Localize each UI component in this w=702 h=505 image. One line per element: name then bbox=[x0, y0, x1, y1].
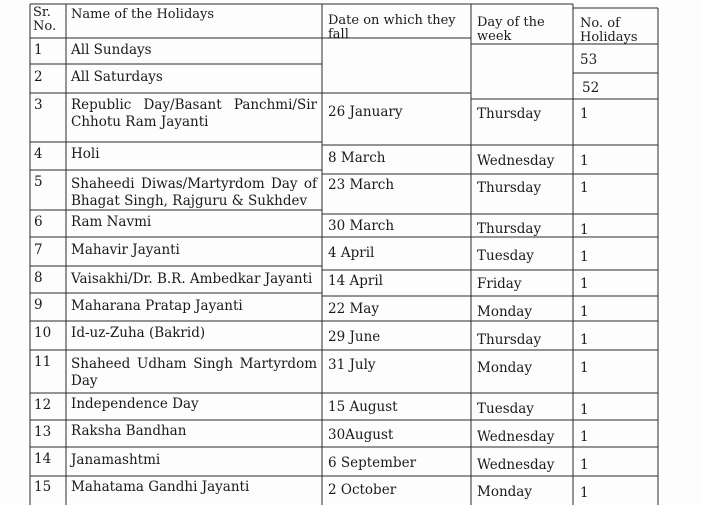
row-day: Thursday bbox=[477, 106, 542, 122]
row-date: 31 July bbox=[328, 357, 376, 373]
row-sr: 7 bbox=[34, 242, 43, 258]
row-sr: 3 bbox=[34, 97, 43, 113]
row-sr: 15 bbox=[34, 479, 52, 495]
header-name: Name of the Holidays bbox=[71, 7, 215, 22]
row-date: 8 March bbox=[328, 150, 386, 166]
row-count: 1 bbox=[580, 180, 589, 196]
row-name: Mahatama Gandhi Jayanti bbox=[71, 479, 250, 495]
row-date: 23 March bbox=[328, 177, 395, 193]
row-count: 1 bbox=[580, 222, 589, 238]
row-day: Thursday bbox=[477, 332, 542, 348]
row-sr: 1 bbox=[34, 42, 43, 58]
row-day: Friday bbox=[477, 276, 522, 292]
row-day: Thursday bbox=[477, 221, 542, 237]
row-count: 1 bbox=[580, 457, 589, 473]
row-date: 2 October bbox=[328, 482, 397, 498]
header-day: Day of the week bbox=[477, 15, 545, 44]
row-date: 30 March bbox=[328, 218, 395, 234]
row-count: 1 bbox=[580, 304, 589, 320]
row-name: Republic Day/Basant Panchmi/Sir Chhotu Ram Jayanti bbox=[71, 97, 317, 130]
row-date: 29 June bbox=[328, 329, 381, 345]
row-sr: 11 bbox=[34, 354, 52, 370]
row-count: 1 bbox=[580, 485, 589, 501]
row-name: Raksha Bandhan bbox=[71, 423, 187, 439]
row-day: Monday bbox=[477, 304, 532, 320]
row-name: All Saturdays bbox=[71, 69, 163, 85]
row-count: 1 bbox=[580, 153, 589, 169]
row-sr: 9 bbox=[34, 297, 43, 313]
row-day: Wednesday bbox=[477, 153, 555, 169]
row-date: 6 September bbox=[328, 455, 417, 471]
row-count: 1 bbox=[580, 249, 589, 265]
row-count: 1 bbox=[580, 332, 589, 348]
row-sr: 10 bbox=[34, 325, 52, 341]
row-day: Tuesday bbox=[477, 248, 534, 264]
row-count: 1 bbox=[580, 276, 589, 292]
row-sr: 8 bbox=[34, 270, 43, 286]
row-name: Holi bbox=[71, 146, 100, 162]
row-name: Shaheed Udham Singh Martyrdom Day bbox=[71, 356, 317, 389]
row-count: 1 bbox=[580, 429, 589, 445]
row-sr: 13 bbox=[34, 424, 52, 440]
row-sr: 5 bbox=[34, 174, 43, 190]
row-name: Maharana Pratap Jayanti bbox=[71, 298, 243, 314]
header-count: No. of Holidays bbox=[580, 16, 638, 45]
row-count: 1 bbox=[580, 106, 589, 122]
row-sr: 14 bbox=[34, 451, 52, 467]
row-day: Wednesday bbox=[477, 457, 555, 473]
row-day: Monday bbox=[477, 484, 532, 500]
row-count: 1 bbox=[580, 360, 589, 376]
row-name: Id-uz-Zuha (Bakrid) bbox=[71, 325, 206, 341]
row-sr: 12 bbox=[34, 397, 52, 413]
row-date: 15 August bbox=[328, 399, 398, 415]
row-day: Wednesday bbox=[477, 429, 555, 445]
row-count: 1 bbox=[580, 402, 589, 418]
row-day: Tuesday bbox=[477, 401, 534, 417]
row-name: Janamashtmi bbox=[71, 452, 161, 468]
row-count: 52 bbox=[582, 80, 600, 96]
row-name: Mahavir Jayanti bbox=[71, 242, 180, 258]
row-date: 30August bbox=[328, 427, 394, 443]
header-date: Date on which they fall bbox=[328, 13, 456, 42]
row-name: Vaisakhi/Dr. B.R. Ambedkar Jayanti bbox=[71, 271, 313, 287]
row-sr: 6 bbox=[34, 214, 43, 230]
row-day: Monday bbox=[477, 360, 532, 376]
row-date: 14 April bbox=[328, 273, 383, 289]
row-name: Independence Day bbox=[71, 396, 199, 412]
row-date: 22 May bbox=[328, 301, 379, 317]
header-sr-no: Sr. No. bbox=[33, 5, 57, 34]
row-sr: 4 bbox=[34, 146, 43, 162]
row-day: Thursday bbox=[477, 180, 542, 196]
row-name: Ram Navmi bbox=[71, 214, 152, 230]
row-date: 26 January bbox=[328, 104, 403, 120]
row-count: 53 bbox=[580, 52, 598, 68]
row-sr: 2 bbox=[34, 69, 43, 85]
row-name: Shaheedi Diwas/Martyrdom Day of Bhagat Singh, Rajguru & Sukhdev bbox=[71, 176, 317, 209]
row-date: 4 April bbox=[328, 245, 375, 261]
row-name: All Sundays bbox=[71, 42, 152, 58]
